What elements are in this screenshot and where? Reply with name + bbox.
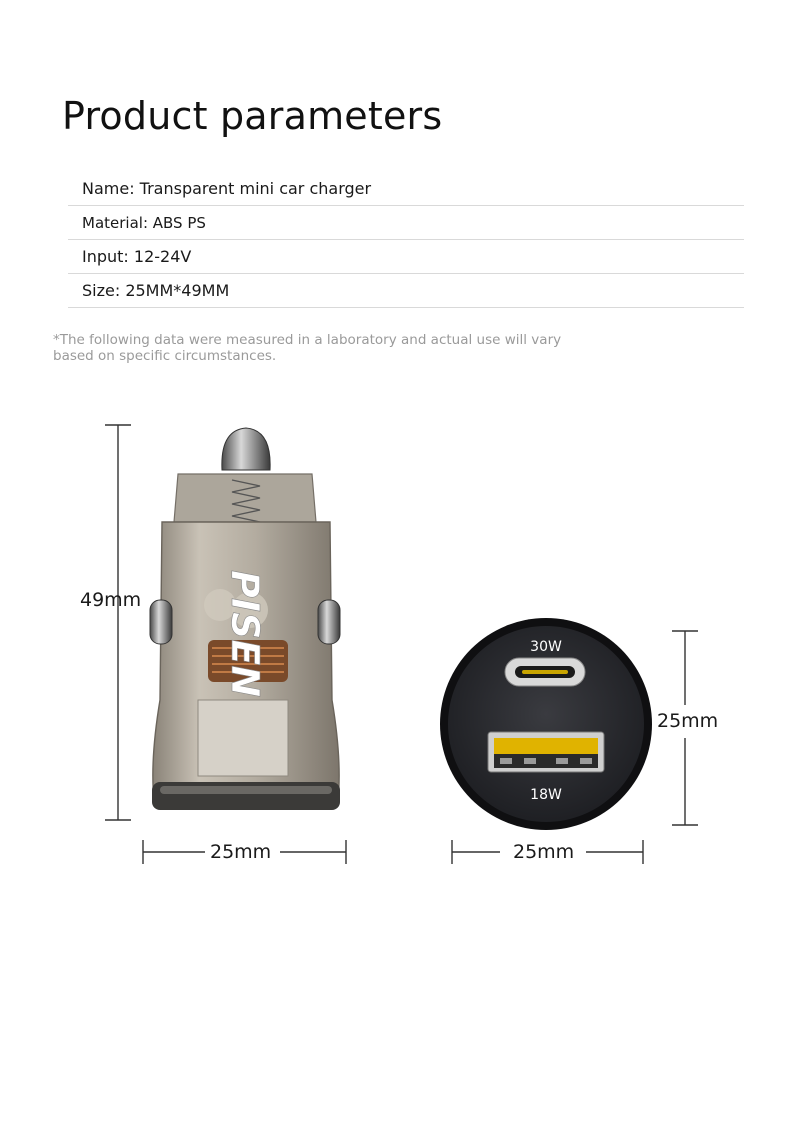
port-top-label: 30W — [530, 639, 562, 655]
port-bottom-label: 18W — [530, 787, 562, 803]
height-dimension — [105, 425, 131, 820]
diameter-h-label: 25mm — [513, 841, 575, 863]
side-width-label: 25mm — [210, 841, 272, 863]
diameter-v-label: 25mm — [657, 710, 719, 732]
brand-logo: PISEN — [223, 570, 267, 698]
charger-front-view — [440, 618, 652, 830]
charger-side-view — [150, 428, 340, 810]
measurement-note: *The following data were measured in a laboratory and actual use will vary based on specific circumstances. — [53, 332, 562, 364]
param-material: Material: ABS PS — [68, 206, 744, 240]
param-input: Input: 12-24V — [68, 240, 744, 274]
param-name: Name: Transparent mini car charger — [68, 172, 744, 206]
page-title: Product parameters — [62, 94, 443, 138]
param-size: Size: 25MM*49MM — [68, 274, 744, 308]
height-label: 49mm — [80, 589, 142, 611]
